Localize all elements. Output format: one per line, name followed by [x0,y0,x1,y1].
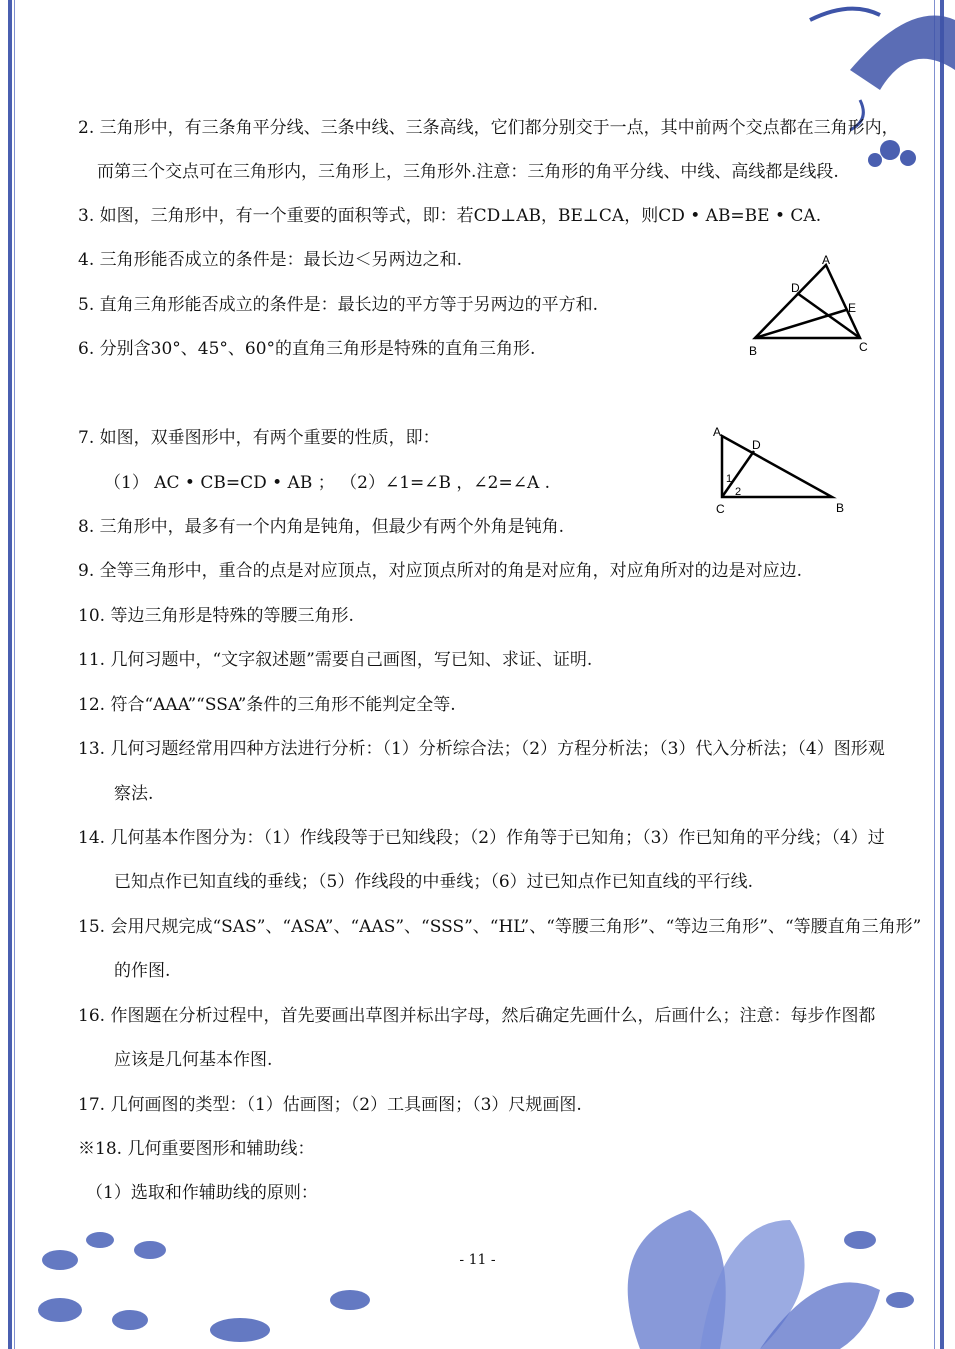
label-a: A [822,253,831,267]
text-line: 14. 几何基本作图分为：（1）作线段等于已知线段；（2）作角等于已知角；（3）作已知角的平分线；（4）过 [78,828,885,848]
text-line: 10. 等边三角形是特殊的等腰三角形. [78,606,354,626]
text-line: 7. 如图，双垂图形中，有两个重要的性质，即： [78,428,440,448]
text-line: 已知点作已知直线的垂线；（5）作线段的中垂线；（6）过已知点作已知直线的平行线. [114,872,754,892]
label-b: B [836,501,845,515]
text-line: 4. 三角形能否成立的条件是：最长边＜另两边之和. [78,250,463,270]
text-line: 而第三个交点可在三角形内，三角形上，三角形外.注意：三角形的角平分线、中线、高线都是线段. [97,162,839,182]
text-line: ※18. 几何重要图形和辅助线： [78,1139,315,1159]
label-c: C [716,502,725,516]
text-line: 9. 全等三角形中，重合的点是对应顶点，对应顶点所对的角是对应角，对应角所对的边是对应边. [78,561,803,581]
text-line: 15. 会用尺规完成“SAS”、“ASA”、“AAS”、“SSS”、“HL”、“等腰三角形”、“等边三角形”、“等腰直角三角形” [78,917,922,937]
text-line: 3. 如图，三角形中，有一个重要的面积等式，即：若CD⊥AB，BE⊥CA，则CD • AB=BE • CA. [78,206,822,226]
text-line: 2. 三角形中，有三条角平分线、三条中线、三条高线，它们都分别交于一点，其中前两个交点都在三角形内， [78,118,899,138]
text-line: 6. 分别含30°、45°、60°的直角三角形是特殊的直角三角形. [78,339,536,359]
right-border [940,0,944,1349]
right-border-inner [934,0,935,1349]
label-d: D [752,438,761,452]
text-line: 11. 几何习题中，“文字叙述题”需要自己画图，写已知、求证、证明. [78,650,593,670]
page-number: - 11 - [459,1252,496,1268]
text-line: 17. 几何画图的类型：（1）估画图；（2）工具画图；（3）尺规画图. [78,1095,582,1115]
text-line: 5. 直角三角形能否成立的条件是：最长边的平方等于另两边的平方和. [78,295,599,315]
text-line: 16. 作图题在分析过程中，首先要画出草图并标出字母，然后确定先画什么，后画什么；注意：每步作图都 [78,1006,876,1026]
label-e: E [848,301,857,315]
text-line: （1）选取和作辅助线的原则： [86,1183,318,1203]
label-b: B [749,344,758,358]
text-line: （1） AC • CB=CD • AB ； （2）∠1=∠B ，∠2=∠A . [104,473,551,493]
text-line: 8. 三角形中，最多有一个内角是钝角，但最少有两个外角是钝角. [78,517,565,537]
right-triangle-figure [705,422,855,522]
label-angle-1: 1 [726,473,733,485]
text-line: 13. 几何习题经常用四种方法进行分析：（1）分析综合法；（2）方程分析法；（3）代入分析法；（4）图形观 [78,739,885,759]
left-border-inner [14,0,15,1349]
text-line: 的作图. [114,961,171,981]
text-line: 应该是几何基本作图. [114,1050,273,1070]
label-a: A [713,425,722,439]
label-c: C [859,340,868,354]
triangle-figure-altitudes [740,250,880,360]
text-line: 察法. [114,784,154,804]
left-border [8,0,12,1349]
text-line: 12. 符合“AAA”“SSA”条件的三角形不能判定全等. [78,695,456,715]
label-angle-2: 2 [735,486,742,498]
label-d: D [791,281,800,295]
